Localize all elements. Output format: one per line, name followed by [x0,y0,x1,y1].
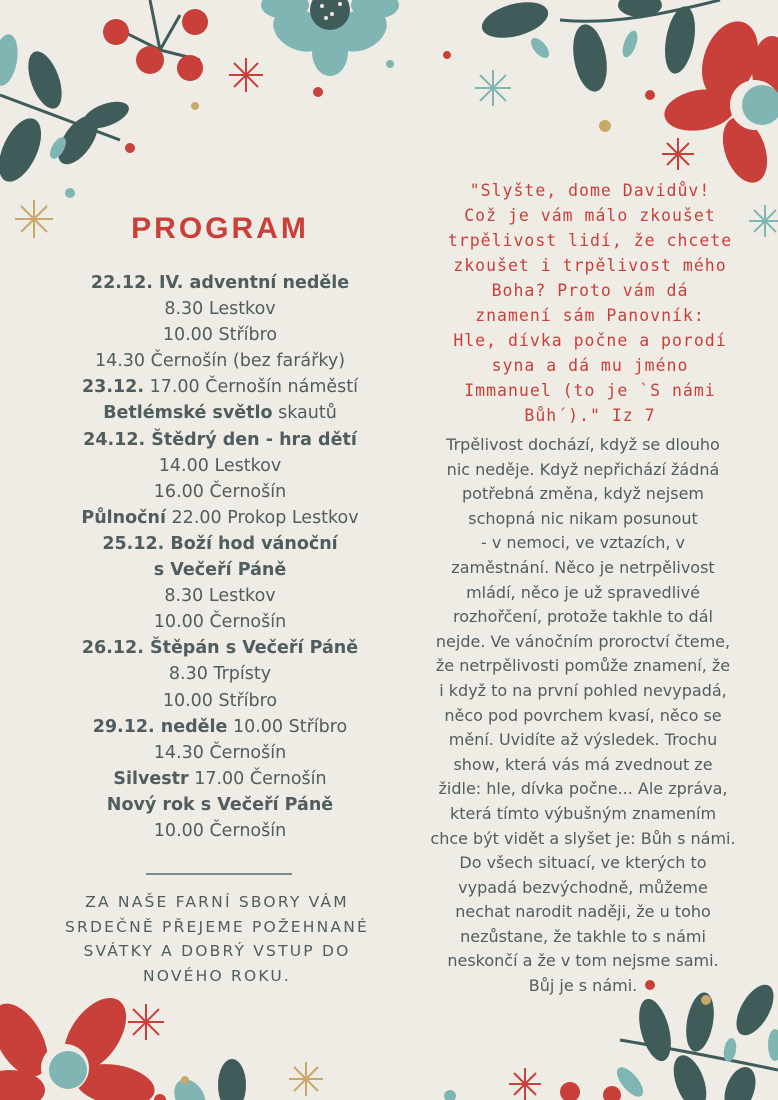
program-item [30,531,410,557]
program-item-text: 10.00 Stříbro [162,690,278,711]
reflection-line: nechat narodit naději, že u toho [455,902,711,922]
program-item-text: 17.00 Černošín náměstí [144,377,358,398]
quote-line: Boha? Proto vám dá [491,281,689,300]
program-item-text: 8.30 Lestkov [164,299,276,320]
reflection-line: rozhořčení, protože takhle to dál [453,607,713,627]
program-item-text: 8.30 Lestkov [164,586,276,607]
reflection-line: nic neděje. Když nepřichází žádná [446,459,720,479]
quote-line: trpělivost lidí, že chcete [447,231,733,250]
reflection-line: - v nemoci, ve vztazích, v [481,533,685,553]
program-item [30,505,410,531]
bottom-left-leaves-icon [154,1059,246,1100]
program-item-text: skautů [272,403,337,424]
program-item [30,479,410,505]
quote-line: Hle, dívka počne a porodí [453,331,727,350]
program-item-text: 10.00 Stříbro [162,325,278,346]
reflection-line: potřebná změna, když nejsem [462,484,704,504]
reflection-line: židle: hle, dívka počne... Ale zpráva, [438,779,728,799]
program-item-bold: Betlémské světlo [103,403,273,424]
program-item-bold: 23.12. [81,377,144,398]
program-item [30,714,410,740]
program-item [30,792,410,818]
program-item-bold: 29.12. neděle [92,716,228,737]
reflection-line: neskončí a že v tom nejsme sami. [447,951,719,971]
program-item-bold: 22.12. IV. adventní neděle [90,273,350,293]
program-item-text: 14.30 Černošín [153,742,287,763]
program-item [30,557,410,583]
reflection-line: schopná nic nikam posunout [468,508,698,528]
top-teal-flower-icon [261,0,399,97]
program-item [30,348,410,374]
program-title: PROGRAM [131,212,309,245]
program-item-bold: s Večeří Páně [153,560,287,581]
reflection-line: i když to na první pohled nevypadá, [439,680,727,700]
program-item-text: 10.00 Stříbro [227,716,348,737]
program-item [30,374,410,400]
reflection-line: Bůj je s námi. [528,976,638,996]
program-item [30,583,410,609]
program-item-text: 16.00 Černošín [153,481,287,502]
greeting-line: SRDEČNĚ PŘEJEME POŽEHNANÉ [64,917,370,936]
bottom-left-red-flower-icon [0,987,158,1100]
program-item-text: 10.00 Černošín [153,820,287,841]
bottom-right-snowflake-icon [509,1068,541,1100]
quote-line: "Slyšte, dome Davidův! [469,181,711,200]
program-item [30,635,410,661]
reflection-text [393,433,773,999]
top-right-snowflake-icon [475,70,511,106]
program-list [30,270,410,844]
program-item [30,400,410,426]
bottom-left-snowflake-icon [128,1004,164,1040]
program-item-text: 17.00 Černošín [188,768,327,789]
program-item [30,296,410,322]
quote-line: zkoušet i trpělivost mého [453,256,727,275]
greeting-line: NOVÉHO ROKU. [142,966,292,985]
program-item-bold: 24.12. Štědrý den - hra dětí [83,429,357,450]
program-item-text: 8.30 Trpísty [168,664,272,685]
greeting-text [22,890,412,988]
program-item-bold: 25.12. Boží hod vánoční [102,533,338,554]
program-item-text: 10.00 Černošín [153,612,287,633]
program-item [30,818,410,844]
bible-quote [405,178,775,428]
quote-line: Bůh´)." Iz 7 [524,406,656,425]
right-red-snowflake-icon [662,138,694,170]
reflection-line: mění. Uvidíte až výsledek. Trochu [448,730,718,750]
program-item [30,688,410,714]
program-item [30,453,410,479]
greeting-line: SVÁTKY A DOBRÝ VSTUP DO [83,942,351,960]
top-left-berries-icon [103,0,208,153]
program-item [30,766,410,792]
program-item-text: 14.30 Černošín (bez farářky) [94,351,346,372]
reflection-line: vypadá bezvýchodně, můžeme [458,877,708,897]
top-left-snowflake-icon [229,58,263,92]
program-item [30,427,410,453]
reflection-line: Do všech situací, ve kterých to [459,853,707,873]
program-item-bold: 26.12. Štěpán s Večeří Páně [81,638,359,659]
program-item-bold: Půlnoční [81,507,166,528]
quote-line: Což je vám málo zkoušet [464,206,716,225]
reflection-line: Trpělivost dochází, když se dlouho [446,435,720,454]
greeting-line: ZA NAŠE FARNÍ SBORY VÁM [85,893,349,911]
reflection-line: nezůstane, že takhle to s námi [460,926,706,946]
reflection-line: že netrpělivosti pomůže znamení, že [435,656,731,676]
reflection-line: zaměstnání. Něco je netrpělivost [451,557,715,577]
program-item [30,322,410,348]
reflection-line: která tímto výbušným znamením [449,803,717,823]
program-item-text: 14.00 Lestkov [158,455,282,476]
quote-line: syna a dá mu jméno [491,356,689,375]
reflection-line: mládí, něco je už spravedlivé [466,582,700,602]
program-item [30,661,410,687]
gold-star-bottom-icon [289,1062,323,1096]
reflection-line: nejde. Ve vánočním proroctví čteme, [435,631,731,651]
program-item [30,270,410,296]
reflection-line: chce být vidět a slyšet je: Bůh s námi. [430,828,736,848]
top-left-leaves-icon [0,32,132,188]
program-item-bold: Silvestr [113,768,189,789]
program-item [30,609,410,635]
quote-line: znamení sám Panovník: [475,306,705,325]
program-item [30,740,410,766]
divider [146,873,292,875]
reflection-line: něco pod povrchem kvasí, něco se [444,705,722,725]
quote-line: Immanuel (to je `S námi [464,381,716,400]
program-item-bold: Nový rok s Večeří Páně [106,794,334,815]
program-item-text: 22.00 Prokop Lestkov [165,507,359,528]
reflection-line: show, která vás má zvednout ze [453,754,713,774]
